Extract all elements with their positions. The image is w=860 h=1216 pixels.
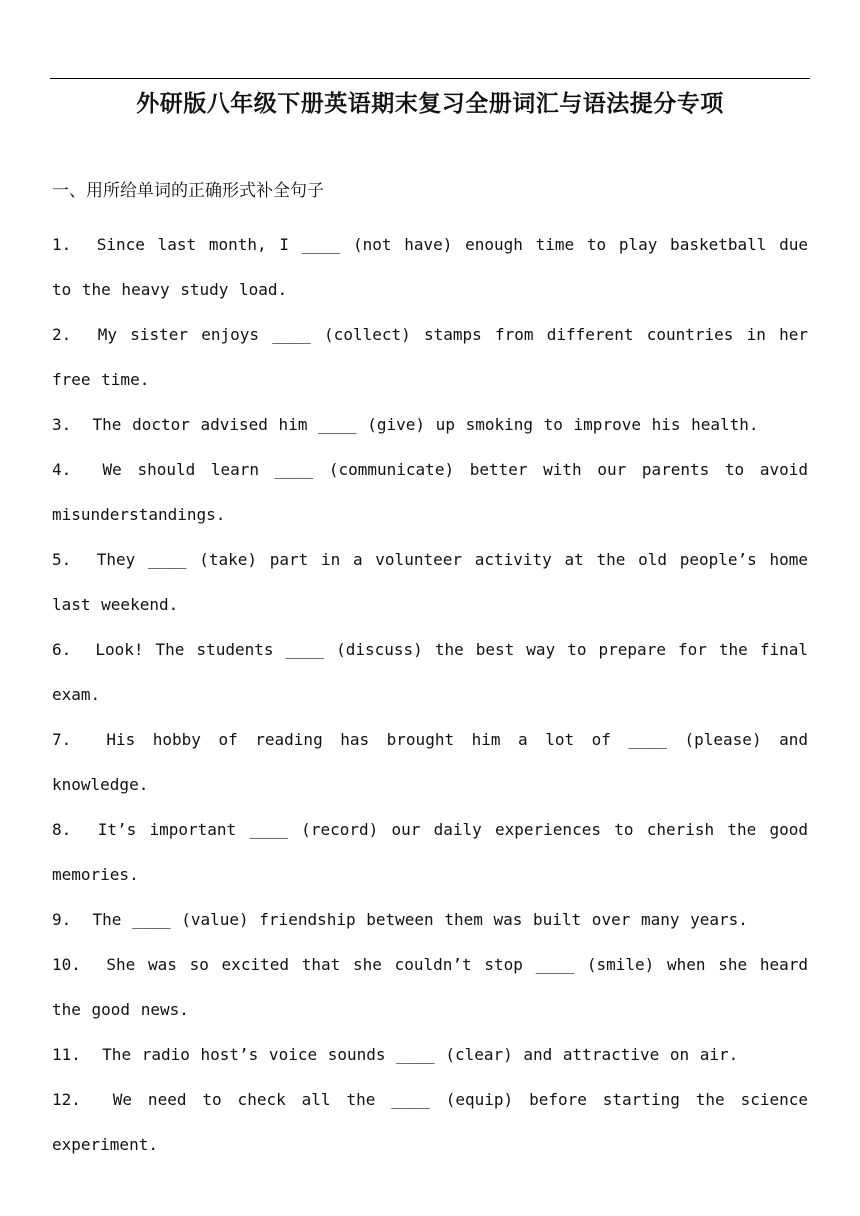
question-text: Since last month, I ____ (not have) enough time to play basketball due to the heavy study load. [52,235,809,299]
question-number: 1. [52,235,72,254]
question-item [52,1032,808,1077]
question-item [52,897,808,942]
question-text: It’s important ____ (record) our daily experiences to cherish the good memories. [52,820,809,884]
question-item [52,222,808,312]
document-title: 外研版八年级下册英语期末复习全册词汇与语法提分专项 [136,90,724,117]
question-text: His hobby of reading has brought him a lot of ____ (please) and knowledge. [52,730,809,794]
question-item [52,942,808,1032]
question-number: 10. [52,955,81,974]
question-text: We need to check all the ____ (equip) before starting the science experiment. [52,1090,809,1154]
question-item [52,402,808,447]
question-list [52,222,808,1167]
question-item [52,717,808,807]
header-rule [50,78,810,79]
question-text: They ____ (take) part in a volunteer activity at the old people’s home last weekend. [52,550,809,614]
question-number: 5. [52,550,72,569]
question-text: The doctor advised him ____ (give) up smoking to improve his health. [92,415,759,434]
question-text: My sister enjoys ____ (collect) stamps from different countries in her free time. [52,325,809,389]
question-number: 7. [52,730,72,749]
question-number: 8. [52,820,72,839]
section-heading: 一、用所给单词的正确形式补全句子 [52,181,324,201]
question-item [52,537,808,627]
question-item [52,1077,808,1167]
question-text: We should learn ____ (communicate) better with our parents to avoid misunderstandings. [52,460,808,524]
question-number: 9. [52,910,72,929]
question-number: 2. [52,325,72,344]
question-number: 6. [52,640,72,659]
question-number: 11. [52,1045,81,1064]
question-text: The ____ (value) friendship between them was built over many years. [92,910,748,929]
question-text: Look! The students ____ (discuss) the best way to prepare for the final exam. [52,640,808,704]
question-item [52,807,808,897]
question-item [52,627,808,717]
question-item [52,447,808,537]
question-number: 3. [52,415,72,434]
question-text: She was so excited that she couldn’t stop ____ (smile) when she heard the good news. [52,955,808,1019]
question-number: 12. [52,1090,81,1109]
question-item [52,312,808,402]
question-text: The radio host’s voice sounds ____ (clear) and attractive on air. [102,1045,739,1064]
question-number: 4. [52,460,72,479]
